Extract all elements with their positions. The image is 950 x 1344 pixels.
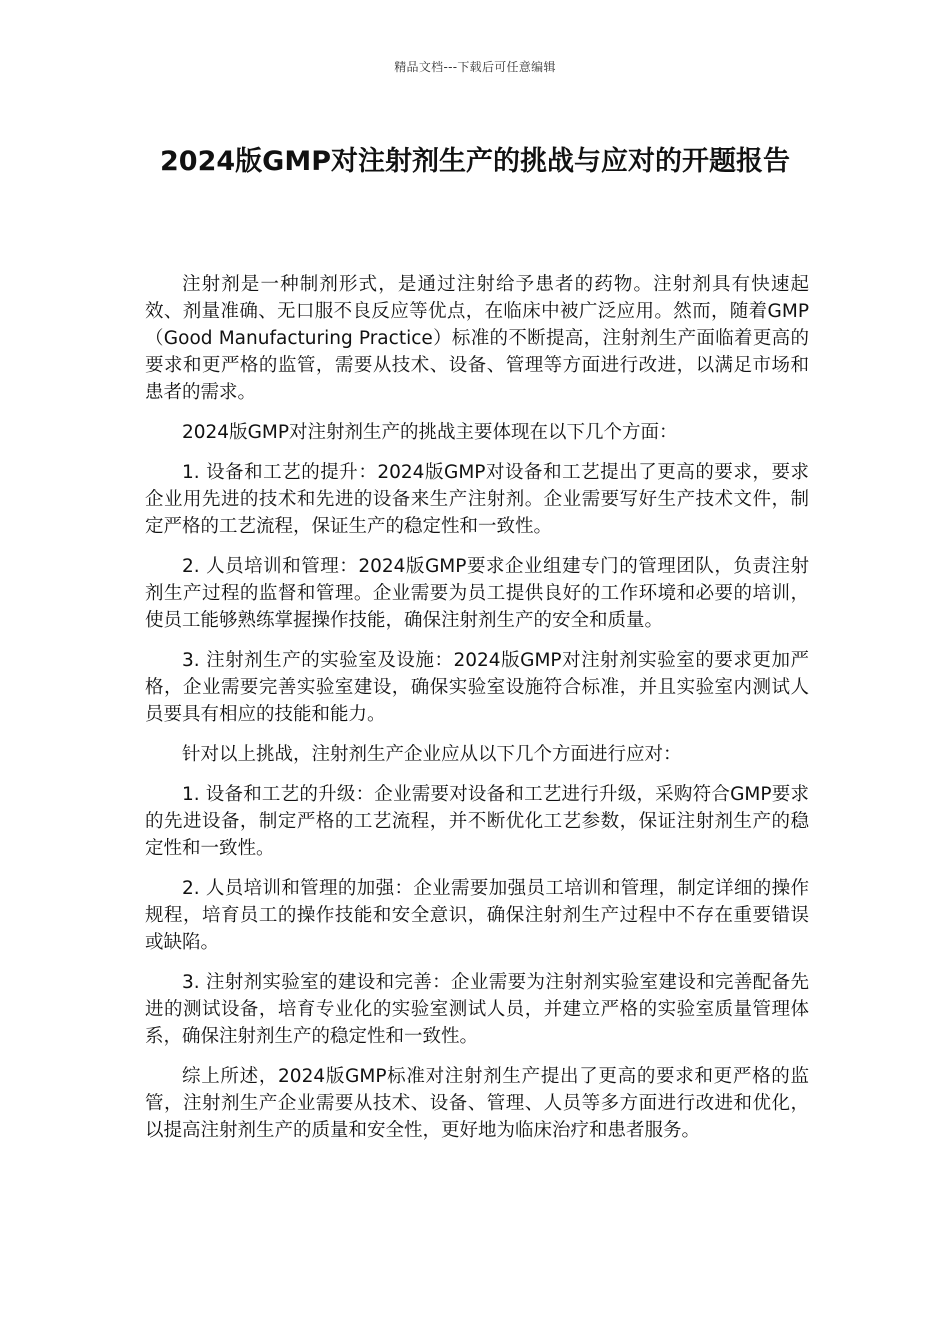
document-body	[145, 271, 809, 1157]
paragraph-response-1: 1. 设备和工艺的升级：企业需要对设备和工艺进行升级，采购符合GMP要求的先进设备，制定严格的工艺流程，并不断优化工艺参数，保证注射剂生产的稳定性和一致性。	[145, 784, 809, 859]
paragraph-challenge-2: 2. 人员培训和管理：2024版GMP要求企业组建专门的管理团队，负责注射剂生产过程的监督和管理。企业需要为员工提供良好的工作环境和必要的培训，使员工能够熟练掌握操作技能，确保注射剂生产的安全和质量。	[145, 556, 809, 631]
paragraph-challenge-3: 3. 注射剂生产的实验室及设施：2024版GMP对注射剂实验室的要求更加严格，企业需要完善实验室建设，确保实验室设施符合标准，并且实验室内测试人员要具有相应的技能和能力。	[145, 650, 809, 725]
paragraph-response-2: 2. 人员培训和管理的加强：企业需要加强员工培训和管理，制定详细的操作规程，培育员工的操作技能和安全意识，确保注射剂生产过程中不存在重要错误或缺陷。	[145, 878, 809, 953]
paragraph-challenges-lead: 2024版GMP对注射剂生产的挑战主要体现在以下几个方面：	[182, 422, 678, 443]
paragraph-responses-lead: 针对以上挑战，注射剂生产企业应从以下几个方面进行应对：	[182, 744, 682, 765]
paragraph-intro: 注射剂是一种制剂形式，是通过注射给予患者的药物。注射剂具有快速起效、剂量准确、无口服不良反应等优点，在临床中被广泛应用。然而，随着GMP（Good Manufacturing Practice）标准的不断提高，注射剂生产面临着更高的要求和更严格的监管，需要从技术、设备、管理等方面进行改进，以满足市场和患者的需求。	[145, 274, 809, 403]
paragraph-response-3: 3. 注射剂实验室的建设和完善：企业需要为注射剂实验室建设和完善配备先进的测试设备，培育专业化的实验室测试人员，并建立严格的实验室质量管理体系，确保注射剂生产的稳定性和一致性。	[145, 972, 809, 1047]
page-title: 2024版GMP对注射剂生产的挑战与应对的开题报告	[160, 146, 790, 177]
paragraph-conclusion: 综上所述，2024版GMP标准对注射剂生产提出了更高的要求和更严格的监管，注射剂生产企业需要从技术、设备、管理、人员等多方面进行改进和优化，以提高注射剂生产的质量和安全性，更好地为临床治疗和患者服务。	[145, 1066, 809, 1141]
paragraph-challenge-1: 1. 设备和工艺的提升：2024版GMP对设备和工艺提出了更高的要求，要求企业用先进的技术和先进的设备来生产注射剂。企业需要写好生产技术文件，制定严格的工艺流程，保证生产的稳定性和一致性。	[145, 462, 809, 537]
header-note: 精品文档---下载后可任意编辑	[394, 60, 556, 74]
